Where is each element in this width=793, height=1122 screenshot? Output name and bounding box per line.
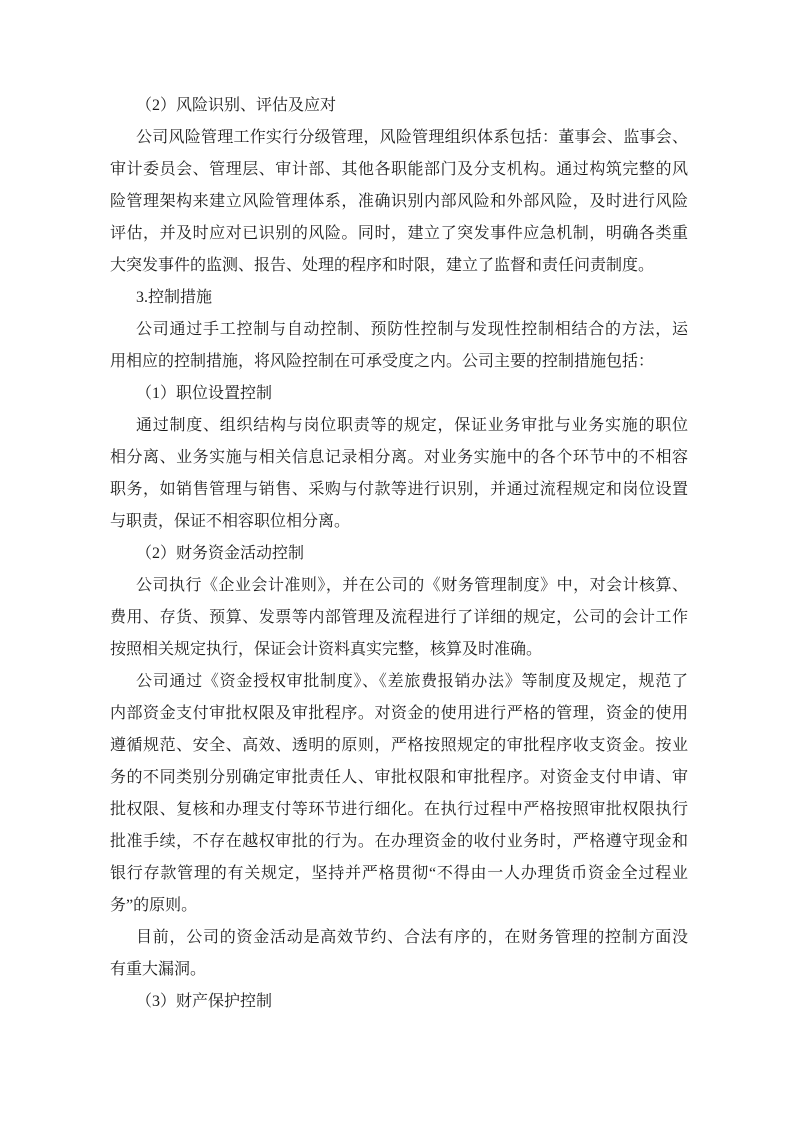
text-line: 批权限、复核和办理支付等环节进行细化。在执行过程中严格按照审批权限执行 — [110, 801, 688, 818]
text-line: 3.控制措施 — [136, 289, 213, 306]
heading-position-control — [110, 378, 688, 410]
text-line: 公司通过手工控制与自动控制、预防性控制与发现性控制相结合的方法，运 — [136, 321, 688, 338]
para-position-separation — [110, 410, 688, 538]
text-line: 费用、存货、预算、发票等内部管理及流程进行了详细的规定，公司的会计工作 — [110, 609, 688, 626]
text-line: （2）财务资金活动控制 — [136, 545, 305, 562]
text-line: 公司通过《资金授权审批制度》、《差旅费报销办法》等制度及规定，规范了 — [136, 673, 688, 690]
text-line: （2）风险识别、评估及应对 — [136, 97, 337, 114]
para-fund-approval — [110, 666, 688, 922]
text-line: 评估，并及时应对已识别的风险。同时，建立了突发事件应急机制，明确各类重 — [110, 225, 688, 242]
text-line: 批准手续，不存在越权审批的行为。在办理资金的收付业务时，严格遵守现金和 — [110, 833, 688, 850]
heading-risk-identification — [110, 90, 688, 122]
text-line: 相分离、业务实施与相关信息记录相分离。对业务实施中的各个环节中的不相容 — [110, 449, 688, 466]
text-line: 审计委员会、管理层、审计部、其他各职能部门及分支机构。通过构筑完整的风 — [110, 161, 688, 178]
text-line: 银行存款管理的有关规定，坚持并严格贯彻“不得由一人办理货币资金全过程业 — [110, 865, 688, 882]
text-block — [110, 90, 688, 1018]
text-line: 用相应的控制措施，将风险控制在可承受度之内。公司主要的控制措施包括： — [110, 353, 655, 370]
text-line: 按照相关规定执行，保证会计资料真实完整，核算及时准确。 — [110, 641, 543, 658]
text-line: 大突发事件的监测、报告、处理的程序和时限，建立了监督和责任问责制度。 — [110, 257, 655, 274]
text-line: 职务，如销售管理与销售、采购与付款等进行识别，并通过流程规定和岗位设置 — [110, 481, 688, 498]
para-accounting-standards — [110, 570, 688, 666]
text-line: 内部资金支付审批权限及审批程序。对资金的使用进行严格的管理，资金的使用 — [110, 705, 688, 722]
text-line: 目前，公司的资金活动是高效节约、合法有序的，在财务管理的控制方面没 — [136, 929, 688, 946]
text-line: 公司执行《企业会计准则》，并在公司的《财务管理制度》中，对会计核算、 — [136, 577, 688, 594]
heading-control-measures — [110, 282, 688, 314]
para-control-methods — [110, 314, 688, 378]
text-line: 务的不同类别分别确定审批责任人、审批权限和审批程序。对资金支付申请、审 — [110, 769, 688, 786]
text-line: （3）财产保护控制 — [136, 993, 273, 1010]
heading-property-protection — [110, 986, 688, 1018]
text-line: 公司风险管理工作实行分级管理，风险管理组织体系包括：董事会、监事会、 — [136, 129, 688, 146]
text-line: 务”的原则。 — [110, 897, 198, 914]
text-line: 险管理架构来建立风险管理体系，准确识别内部风险和外部风险，及时进行风险 — [110, 193, 688, 210]
text-line: 与职责，保证不相容职位相分离。 — [110, 513, 351, 530]
para-fund-activity-status — [110, 922, 688, 986]
para-risk-management-system — [110, 122, 688, 282]
text-line: 通过制度、组织结构与岗位职责等的规定，保证业务审批与业务实施的职位 — [136, 417, 688, 434]
heading-finance-control — [110, 538, 688, 570]
text-line: （1）职位设置控制 — [136, 385, 273, 402]
text-line: 遵循规范、安全、高效、透明的原则，严格按照规定的审批程序收支资金。按业 — [110, 737, 688, 754]
text-line: 有重大漏洞。 — [110, 961, 207, 978]
